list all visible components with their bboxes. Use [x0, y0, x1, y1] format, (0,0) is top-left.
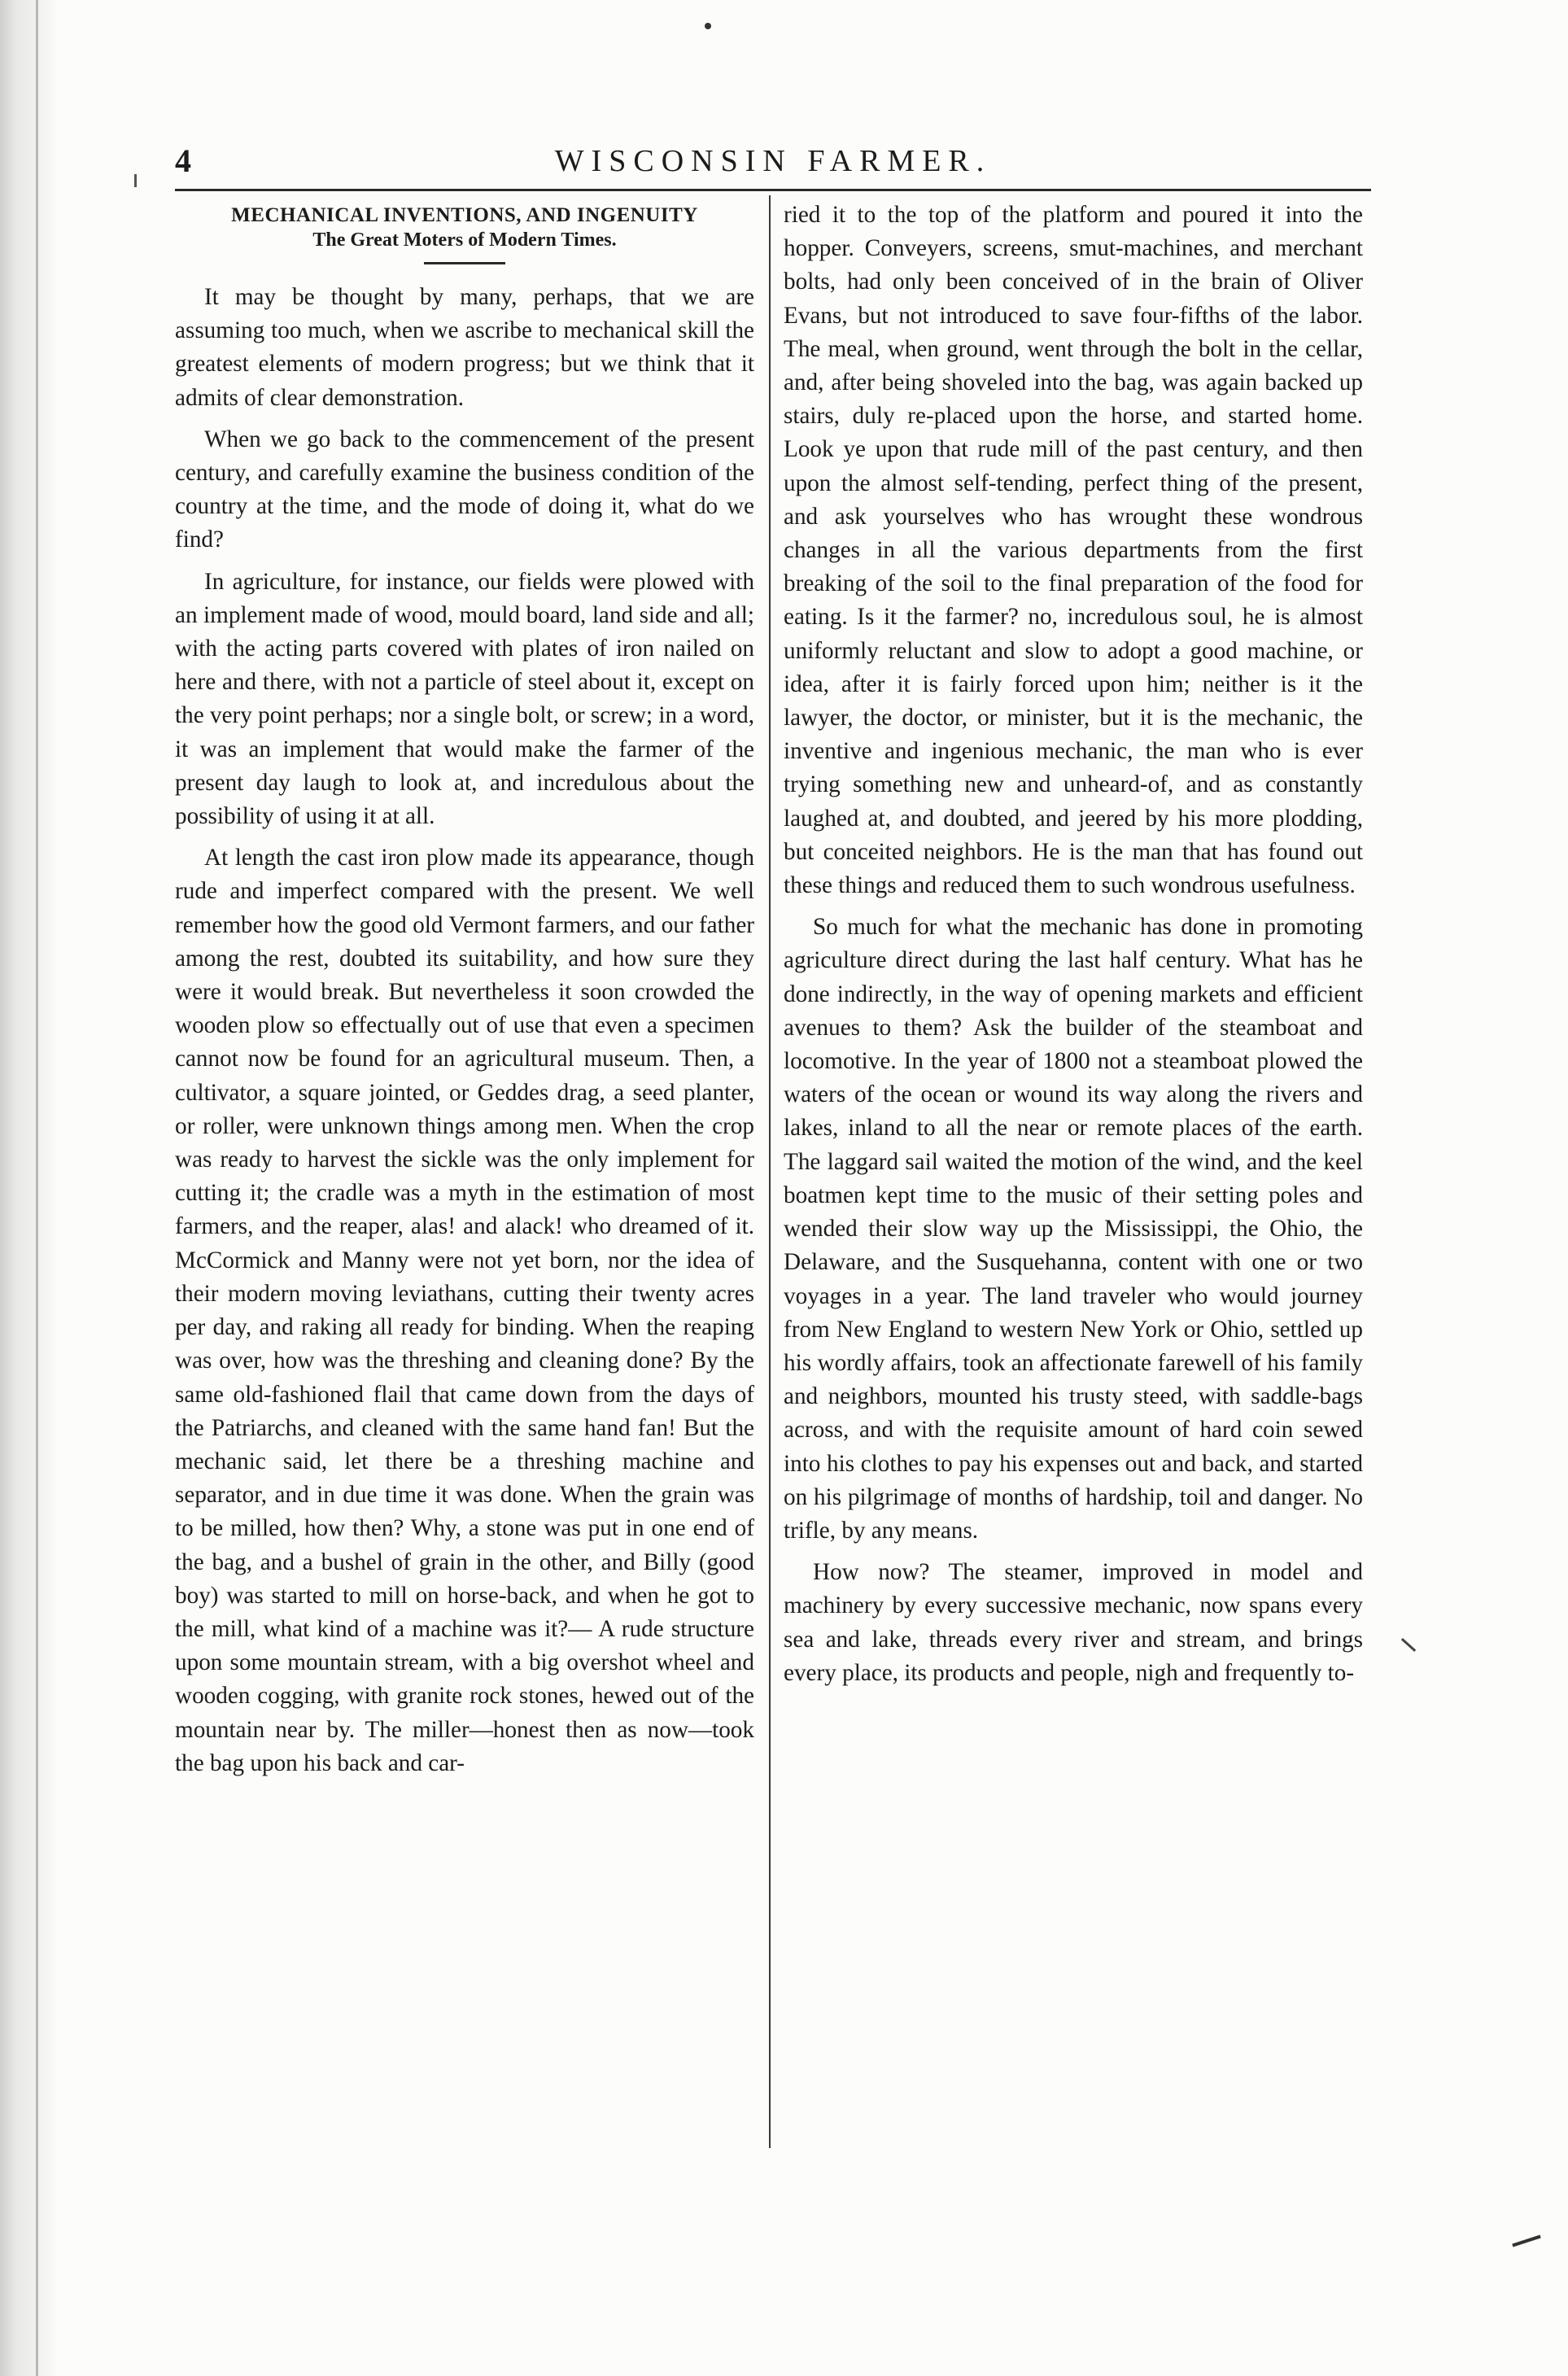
- left-column: [175, 199, 754, 1789]
- right-column: [784, 199, 1363, 1698]
- title-rule: [424, 262, 505, 264]
- paragraph: When we go back to the commencement of the present century, and carefully examine the business condition of the country at the time, and the mode of doing it, what do we find?: [175, 426, 754, 553]
- paragraph: In agriculture, for instance, our fields were plowed with an implement made of wood, mould board, land side and all; with the acting parts covered with plates of iron nailed on here and there, with not a particle of steel about it, except on the very point perhaps; nor a single bolt, or screw; in a word, it was an implement that would make the farmer of the present day laugh to look at, and incredulous about the possibility of using it at all.: [175, 568, 754, 830]
- header-rule: [175, 189, 1371, 191]
- margin-mark: [134, 174, 137, 187]
- article-subtitle: The Great Moters of Modern Times.: [312, 229, 617, 251]
- paragraph: So much for what the mechanic has done in promoting agriculture direct during the last half century. What has he done indirectly, in the way of opening markets and efficient avenues to them? Ask the builder of the steamboat and locomotive. In the year of 1800 not a steamboat plowed the waters of the ocean or wound its way along the rivers and lakes, inland to all the near or remote places of the earth. The laggard sail waited the motion of the wind, and the keel boatmen kept time to the music of their setting poles and wended their slow way up the Mississippi, the Ohio, the Delaware, and the Susquehanna, content with one or two voyages in a year. The land traveler who would journey from New England to western New York or Ohio, settled up his wordly affairs, took an affectionate farewell of his family and neighbors, mounted his trusty steed, with saddle-bags across, and with the requisite amount of hard coin sewed into his clothes to pay his expenses out and back, and started on his pilgrimage of months of hardship, toil and danger. No trifle, by any means.: [784, 914, 1363, 1544]
- paragraph: How now? The steamer, improved in model and machinery by every successive mechanic, now spans every sea and lake, threads every river and stream, and brings every place, its products and people, nigh and frequently to-: [784, 1559, 1363, 1686]
- margin-mark: [1512, 2235, 1540, 2247]
- paragraph: At length the cast iron plow made its appearance, though rude and imperfect compared with the present. We well remember how the good old Vermont farmers, and our father among the rest, doubted its suitability, and how sure they were it would break. But nevertheless it soon crowded the wooden plow so effectually out of use that even a specimen cannot now be found for an agricultural museum. Then, a cultivator, a square jointed, or Geddes drag, a seed planter, or roller, were unknown things among men. When the crop was ready to harvest the sickle was the only implement for cutting it; the cradle was a myth in the estimation of most farmers, and the reaper, alas! and alack! who dreamed of it. McCormick and Manny were not yet born, nor the idea of their modern moving leviathans, cutting their twenty acres per day, and raking all ready for binding. When the reaping was over, how was the threshing and cleaning done? By the same old-fashioned flail that came down from the days of the Patriarchs, and cleaned with the same hand fan! But the mechanic said, let there be a threshing machine and separator, and in due time it was done. When the grain was to be milled, how then? Why, a stone was put in one end of the bag, and a bushel of grain in the other, and Billy (good boy) was started to mill on horse-back, and when he got to the mill, what kind of a machine was it?— A rude structure upon some mountain stream, with a big overshot wheel and wooden cogging, with granite rock stones, hewed out of the mountain near by. The miller—honest then as now—took the bag upon his back and car-: [175, 845, 754, 1776]
- article-title: MECHANICAL INVENTIONS, AND INGENUITY: [231, 204, 698, 226]
- column-divider: [769, 195, 771, 2148]
- margin-mark: [1401, 1638, 1416, 1652]
- page-number: 4: [175, 142, 191, 179]
- binding-edge-line: [36, 0, 38, 2376]
- journal-title: WISCONSIN FARMER.: [554, 144, 992, 178]
- binding-edge-shadow: [0, 0, 57, 2376]
- running-head: [175, 137, 1371, 186]
- paragraph-continued: ried it to the top of the platform and poured it into the hopper. Conveyers, screens, smut-machines, and merchant bolts, had only been conceived of in the brain of Oliver Evans, but not introduced to save four-fifths of the labor. The meal, when ground, went through the bolt in the cellar, and, after being shoveled into the bag, was again backed up stairs, duly re-placed upon the horse, and started home. Look ye upon that rude mill of the past century, and then upon the almost self-tending, perfect thing of the present, and ask yourselves who has wrought these wondrous changes in all the various departments from the first breaking of the soil to the final preparation of the food for eating. Is it the farmer? no, incredulous soul, he is almost uniformly reluctant and slow to adopt a good machine, or idea, after it is fairly forced upon him; neither is it the lawyer, the doctor, or minister, but it is the mechanic, the inventive and ingenious mechanic, the man who is ever trying something new and unheard-of, and as constantly laughed at, and doubted, and jeered by his more plodding, but conceited neighbors. He is the man that has found out these things and reduced them to such wondrous usefulness.: [784, 202, 1363, 899]
- paragraph: It may be thought by many, perhaps, that we are assuming too much, when we ascribe to mechanical skill the greatest elements of modern progress; but we think that it admits of clear demonstration.: [175, 284, 754, 411]
- ink-speck: [705, 23, 711, 29]
